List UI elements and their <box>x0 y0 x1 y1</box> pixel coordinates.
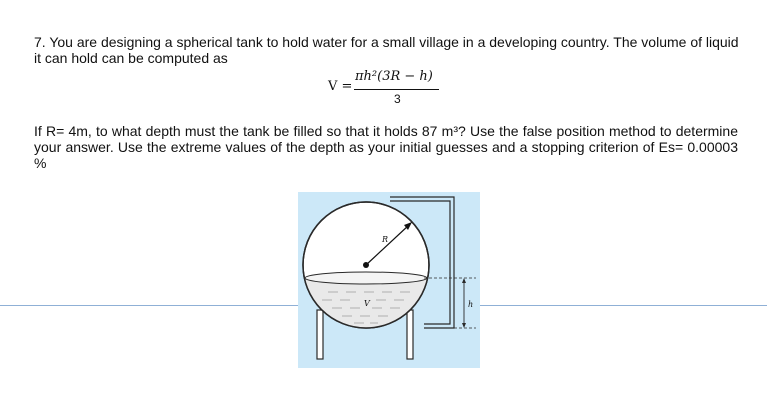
spherical-tank-figure <box>298 192 480 368</box>
depth-label: h <box>468 300 474 309</box>
formula-lhs: V = <box>328 79 353 94</box>
problem-intro: 7. You are designing a spherical tank to hold water for a small village in a developing country. The volume of liquid it can hold can be computed as <box>34 34 739 66</box>
page-divider-left <box>0 305 298 306</box>
formula-denominator: 3 <box>394 92 401 106</box>
tank-leg-right <box>407 310 413 359</box>
formula-numerator: πh²(3R − h) <box>355 69 433 84</box>
volume-label: V <box>364 299 370 308</box>
page-divider-right <box>480 305 767 306</box>
formula-fraction-bar <box>354 89 439 90</box>
problem-question: If R= 4m, to what depth must the tank be filled so that it holds 87 m³? Use the false position method to determine your answer. Use the extreme values of the depth as your initial guesses and a stopping criterion of Es= 0.00003 % <box>34 123 738 171</box>
tank-leg-left <box>317 310 323 359</box>
water-surface <box>305 272 427 284</box>
tank-diagram <box>298 192 480 368</box>
radius-label: R <box>382 235 389 244</box>
